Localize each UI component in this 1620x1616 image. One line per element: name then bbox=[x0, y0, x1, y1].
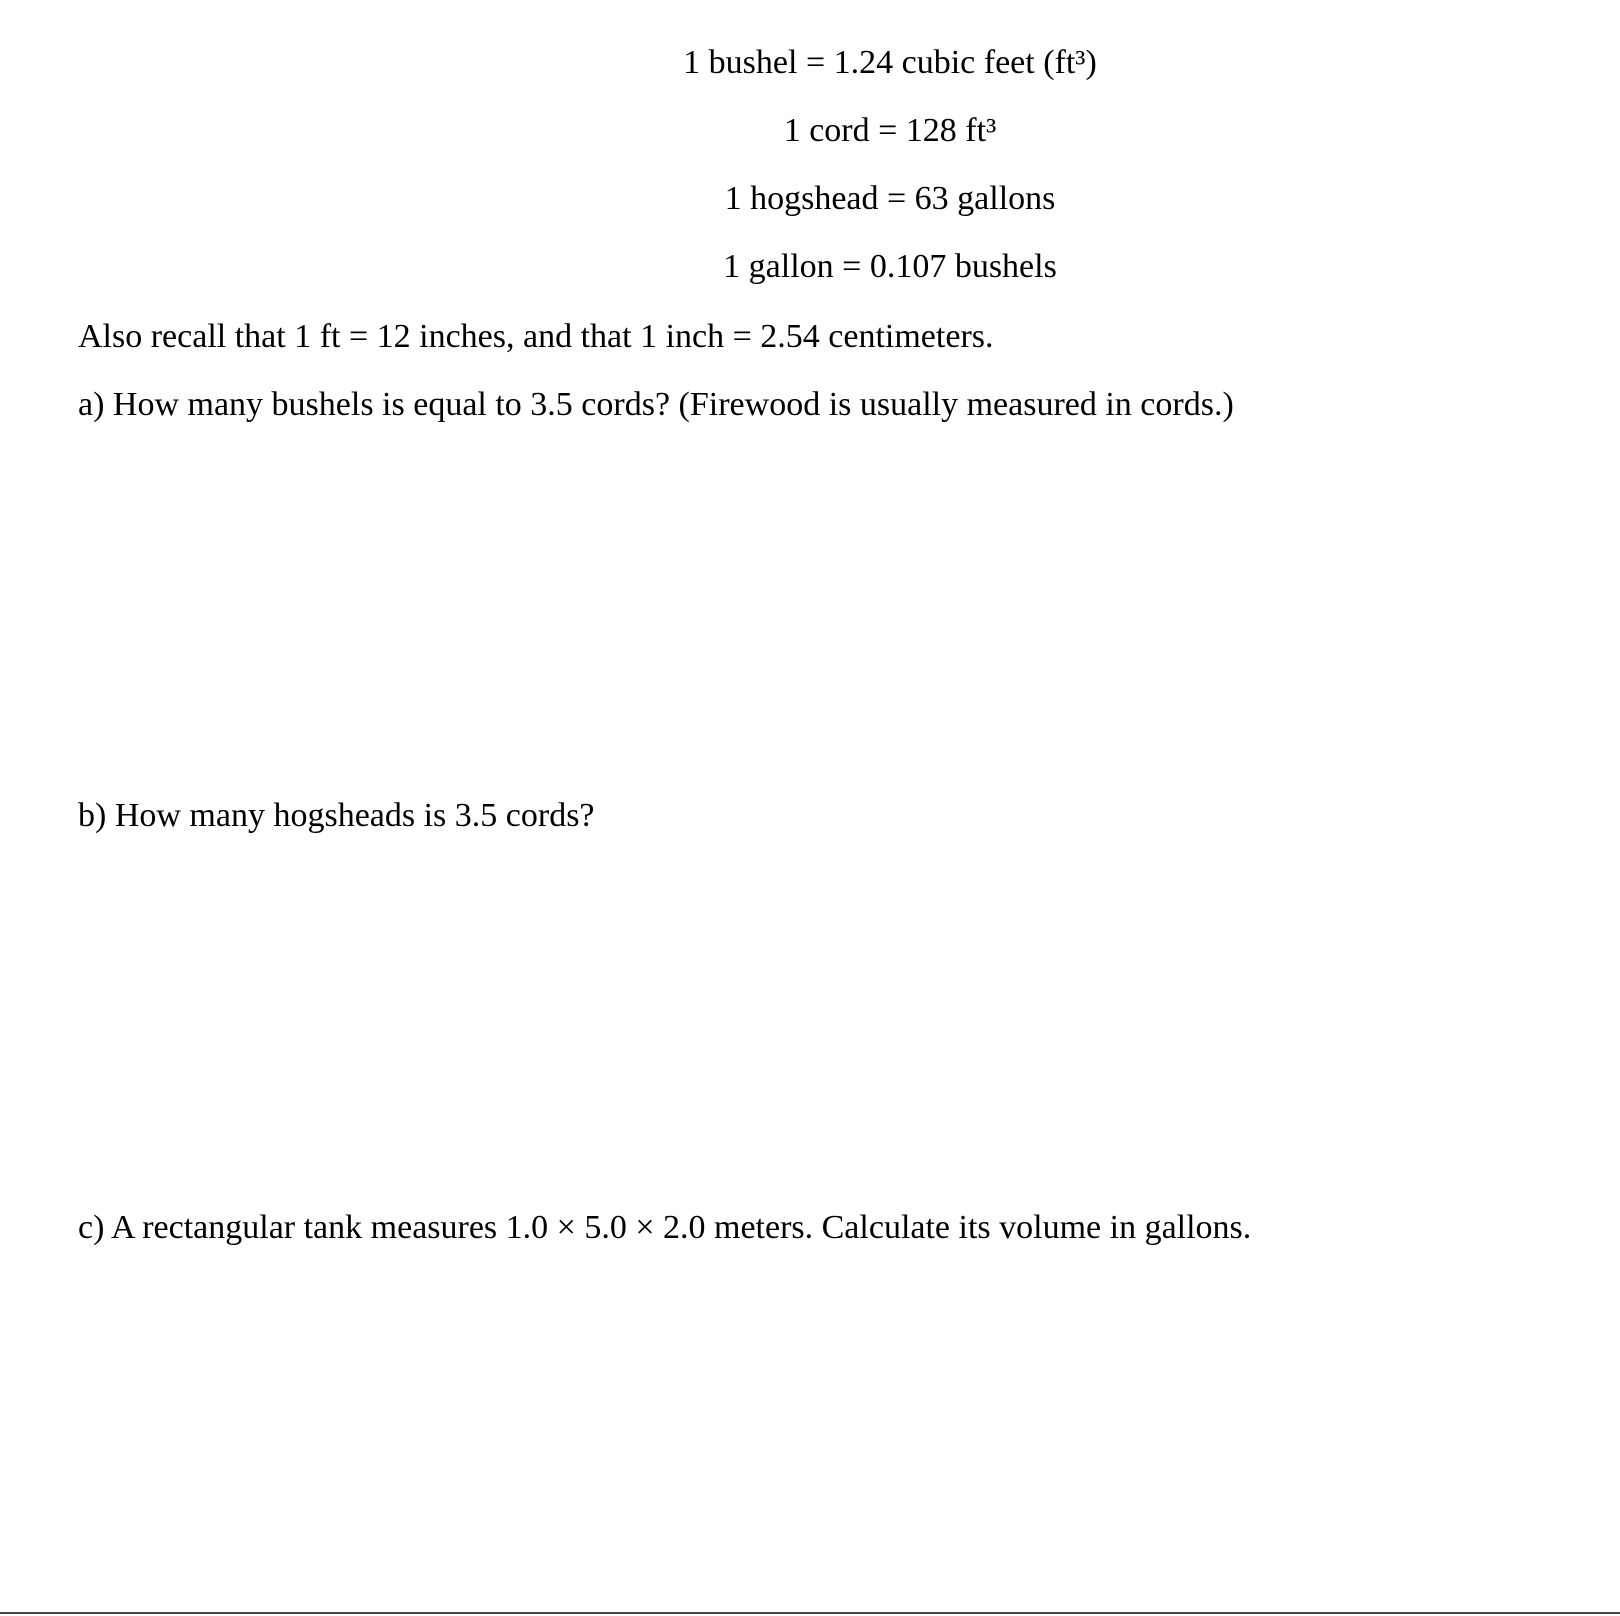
page-bottom-divider bbox=[0, 1612, 1620, 1614]
conversion-bushel: 1 bushel = 1.24 cubic feet (ft³) bbox=[683, 44, 1097, 81]
conversion-gallon: 1 gallon = 0.107 bushels bbox=[723, 248, 1057, 285]
question-a: a) How many bushels is equal to 3.5 cords? (Firewood is usually measured in cords.) bbox=[78, 386, 1234, 423]
conversion-hogshead: 1 hogshead = 63 gallons bbox=[724, 180, 1056, 217]
question-b: b) How many hogsheads is 3.5 cords? bbox=[78, 797, 595, 834]
conversion-cord: 1 cord = 128 ft³ bbox=[783, 112, 997, 149]
question-c: c) A rectangular tank measures 1.0 × 5.0 × 2.0 meters. Calculate its volume in gallons. bbox=[78, 1209, 1252, 1246]
recall-note: Also recall that 1 ft = 12 inches, and that 1 inch = 2.54 centimeters. bbox=[78, 318, 994, 355]
